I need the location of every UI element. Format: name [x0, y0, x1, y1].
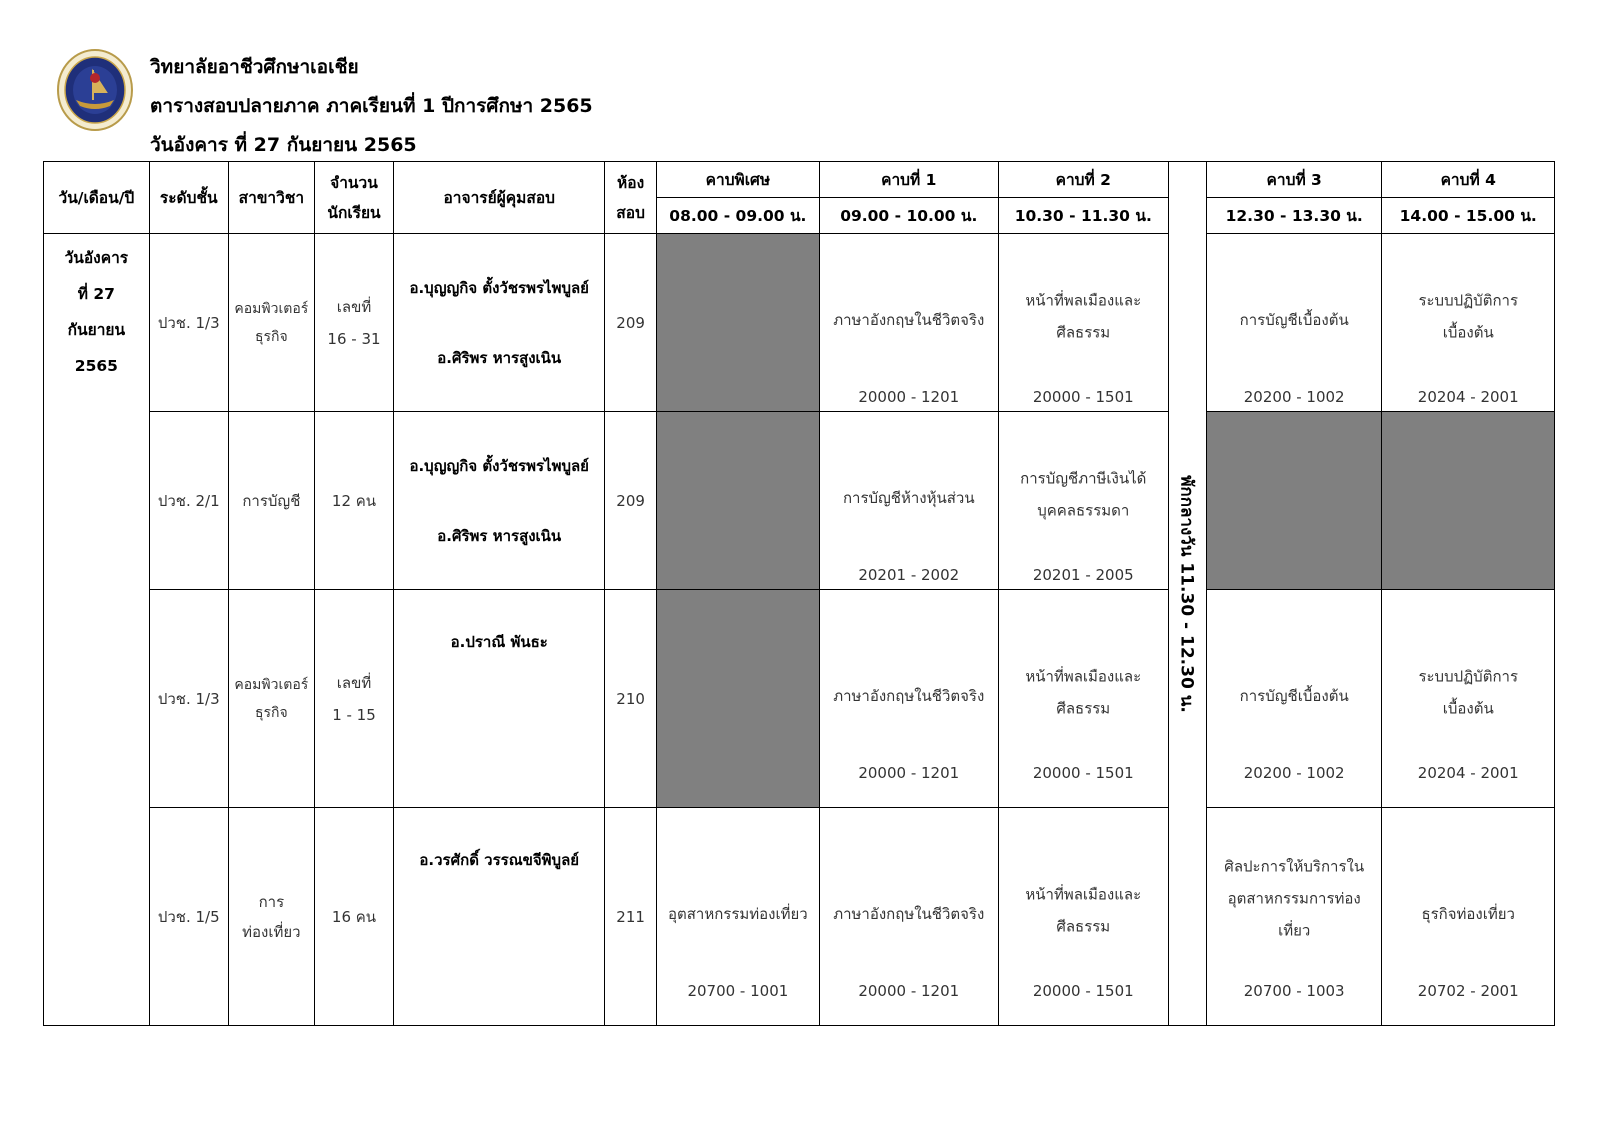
teacher-cell: อ.วรศักดิ์ วรรณขจีพิบูลย์	[394, 808, 605, 1026]
document-header	[150, 48, 593, 165]
session-cell: หน้าที่พลเมืองและศีลธรรม 20000 - 1501	[998, 590, 1168, 808]
period-special-time: 08.00 - 09.00 น.	[656, 198, 819, 234]
major-cell: คอมพิวเตอร์ ธุรกิจ	[228, 590, 314, 808]
period-2-time: 10.30 - 11.30 น.	[998, 198, 1168, 234]
count-cell: 12 คน	[314, 412, 393, 590]
exam-schedule-table	[43, 161, 1555, 1026]
session-cell: การบัญชีเบื้องต้น 20200 - 1002	[1206, 234, 1382, 412]
teacher-cell: อ.บุญญกิจ ตั้งวัชรพรไพบูลย์ อ.ศิริพร หารสูงเนิน	[394, 412, 605, 590]
col-date-header: วัน/เดือน/ปี	[44, 162, 150, 234]
col-teacher-header: อาจารย์ผู้คุมสอบ	[394, 162, 605, 234]
empty-session	[1206, 412, 1382, 590]
table-row	[44, 412, 1555, 590]
session-cell: หน้าที่พลเมืองและศีลธรรม 20000 - 1501	[998, 234, 1168, 412]
lunch-break-column	[1168, 162, 1206, 1026]
count-cell: เลขที่ 16 - 31	[314, 234, 393, 412]
empty-session	[1382, 412, 1555, 590]
level-cell: ปวช. 1/3	[149, 590, 228, 808]
college-name: วิทยาลัยอาชีวศึกษาเอเชีย	[150, 56, 359, 78]
major-cell: คอมพิวเตอร์ ธุรกิจ	[228, 234, 314, 412]
session-cell: ภาษาอังกฤษในชีวิตจริง 20000 - 1201	[819, 808, 998, 1026]
teacher-cell: อ.บุญญกิจ ตั้งวัชรพรไพบูลย์ อ.ศิริพร หารสูงเนิน	[394, 234, 605, 412]
level-cell: ปวช. 2/1	[149, 412, 228, 590]
empty-session	[656, 412, 819, 590]
level-cell: ปวช. 1/5	[149, 808, 228, 1026]
room-cell: 210	[605, 590, 656, 808]
col-major-header: สาขาวิชา	[228, 162, 314, 234]
table-row	[44, 590, 1555, 808]
major-cell: การบัญชี	[228, 412, 314, 590]
empty-session	[656, 234, 819, 412]
period-3-time: 12.30 - 13.30 น.	[1206, 198, 1382, 234]
session-cell: การบัญชีภาษีเงินได้บุคคลธรรมดา 20201 - 2005	[998, 412, 1168, 590]
period-2-name: คาบที่ 2	[998, 162, 1168, 198]
room-cell: 211	[605, 808, 656, 1026]
header-row-1	[44, 162, 1555, 198]
level-cell: ปวช. 1/3	[149, 234, 228, 412]
date-cell: วันอังคาร ที่ 27 กันยายน 2565	[44, 234, 150, 1026]
college-logo	[56, 48, 134, 132]
count-cell: เลขที่ 1 - 15	[314, 590, 393, 808]
session-cell: ศิลปะการให้บริการในอุตสาหกรรมการท่องเที่ยว 20700 - 1003	[1206, 808, 1382, 1026]
major-cell: การ ท่องเที่ยว	[228, 808, 314, 1026]
session-cell: ภาษาอังกฤษในชีวิตจริง 20000 - 1201	[819, 234, 998, 412]
lunch-break-label: พักกลางวัน 11.30 - 12.30 น.	[1176, 474, 1197, 713]
period-3-name: คาบที่ 3	[1206, 162, 1382, 198]
period-1-name: คาบที่ 1	[819, 162, 998, 198]
session-cell: อุตสาหกรรมท่องเที่ยว 20700 - 1001	[656, 808, 819, 1026]
empty-session	[656, 590, 819, 808]
session-cell: การบัญชีเบื้องต้น 20200 - 1002	[1206, 590, 1382, 808]
schedule-date: วันอังคาร ที่ 27 กันยายน 2565	[150, 134, 417, 156]
col-room-header: ห้อง สอบ	[605, 162, 656, 234]
room-cell: 209	[605, 234, 656, 412]
teacher-cell: อ.ปราณี พันธะ	[394, 590, 605, 808]
table-row	[44, 234, 1555, 412]
session-cell: ธุรกิจท่องเที่ยว 20702 - 2001	[1382, 808, 1555, 1026]
room-cell: 209	[605, 412, 656, 590]
period-4-time: 14.00 - 15.00 น.	[1382, 198, 1555, 234]
count-cell: 16 คน	[314, 808, 393, 1026]
session-cell: ระบบปฏิบัติการเบื้องต้น 20204 - 2001	[1382, 590, 1555, 808]
session-cell: ระบบปฏิบัติการเบื้องต้น 20204 - 2001	[1382, 234, 1555, 412]
period-4-name: คาบที่ 4	[1382, 162, 1555, 198]
schedule-title: ตารางสอบปลายภาค ภาคเรียนที่ 1 ปีการศึกษา 2565	[150, 95, 593, 117]
table-row	[44, 808, 1555, 1026]
period-special-name: คาบพิเศษ	[656, 162, 819, 198]
period-1-time: 09.00 - 10.00 น.	[819, 198, 998, 234]
col-level-header: ระดับชั้น	[149, 162, 228, 234]
session-cell: การบัญชีห้างหุ้นส่วน 20201 - 2002	[819, 412, 998, 590]
session-cell: หน้าที่พลเมืองและศีลธรรม 20000 - 1501	[998, 808, 1168, 1026]
col-count-header: จำนวน นักเรียน	[314, 162, 393, 234]
session-cell: ภาษาอังกฤษในชีวิตจริง 20000 - 1201	[819, 590, 998, 808]
